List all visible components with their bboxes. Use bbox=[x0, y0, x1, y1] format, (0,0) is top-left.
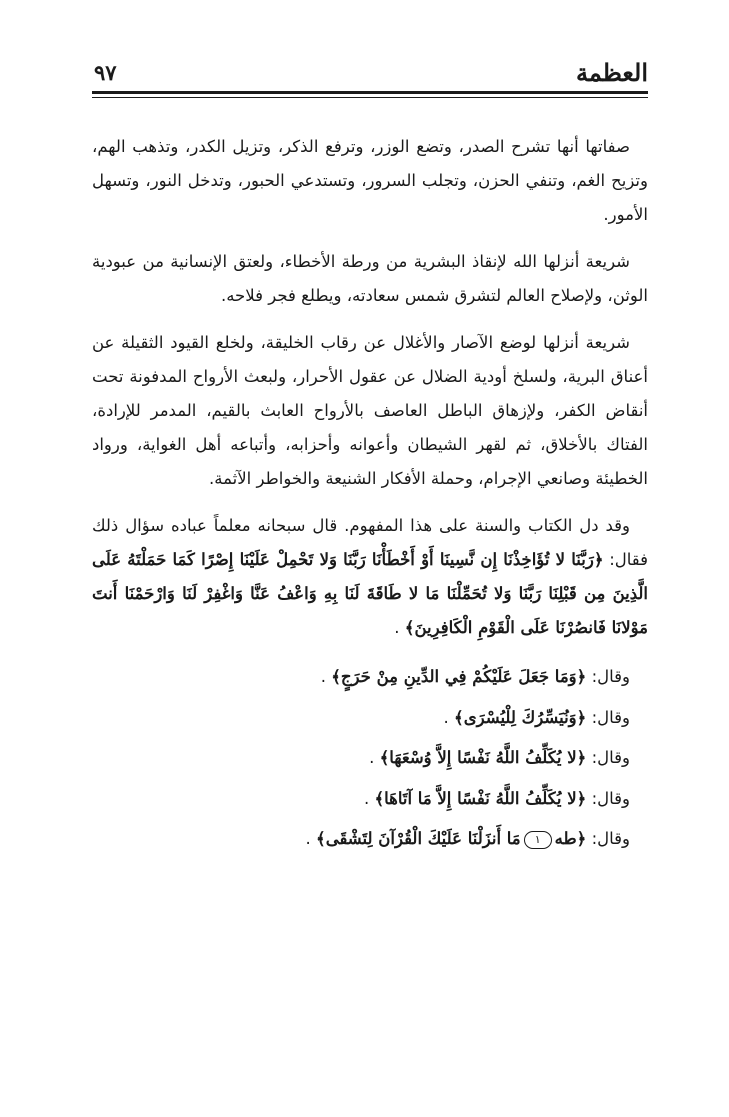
quran-verse: وَمَا جَعَلَ عَلَيْكُمْ فِي الدِّينِ مِنْ حَرَجٍ bbox=[340, 667, 577, 686]
page-number: ٩٧ bbox=[94, 60, 117, 85]
verse-close-bracket: ﴾ bbox=[316, 829, 326, 848]
quran-verse: مَا أَنزَلْنَا عَلَيْكَ الْقُرْآنَ لِتَشْقَى bbox=[325, 829, 521, 848]
quote-lead: وقال: bbox=[591, 748, 630, 767]
verse-end: . bbox=[305, 829, 311, 848]
verse-close-bracket: ﴾ bbox=[374, 788, 385, 808]
verse-close-bracket: ﴾ bbox=[404, 618, 415, 637]
verse-open-bracket: ﴿ bbox=[576, 707, 587, 727]
header-rule-thin bbox=[92, 97, 648, 98]
verse-open-bracket: ﴿ bbox=[576, 788, 587, 808]
quote-line bbox=[92, 698, 648, 739]
quote-lead: وقال: bbox=[591, 788, 630, 808]
header-rule-thick bbox=[92, 91, 648, 94]
verse-close-bracket: ﴾ bbox=[454, 707, 464, 727]
verse-open-bracket: ﴿ bbox=[576, 748, 587, 767]
quote-line bbox=[92, 738, 648, 779]
quote-line bbox=[92, 819, 648, 860]
quote-paragraph bbox=[92, 509, 648, 645]
paragraph: شريعة أنزلها الله لإنقاذ البشرية من ورطة الأخطاء، ولعتق الإنسانية من عبودية الوثن، ولإصلاح العالم لتشرق شمس سعادته، ويطلع فجر فلاحه. bbox=[92, 252, 648, 305]
verse-number-marker: ١ bbox=[524, 831, 552, 849]
running-title: العظمة bbox=[576, 58, 648, 87]
verse-close-bracket: ﴾ bbox=[379, 748, 390, 767]
verse-end: . bbox=[443, 707, 449, 727]
verse-close-bracket: ﴾ bbox=[331, 667, 341, 686]
page-body bbox=[92, 130, 648, 860]
quote-intro: وقد دل الكتاب والسنة على هذا المفهوم. قال سبحانه معلماً عباده سؤال ذلك فقال: bbox=[92, 516, 648, 569]
verse-end: . bbox=[320, 667, 326, 686]
quran-verse: لا يُكَلِّفُ اللَّهُ نَفْسًا إِلاَّ مَا آتَاهَا bbox=[384, 788, 577, 808]
verse-end: . bbox=[363, 788, 370, 808]
quran-verse: لا يُكَلِّفُ اللَّهُ نَفْسًا إِلاَّ وُسْعَهَا bbox=[389, 748, 577, 767]
quran-verse: طه bbox=[554, 829, 577, 848]
quote-lead: وقال: bbox=[591, 707, 630, 727]
quran-verse: رَبَّنَا لا تُؤَاخِذْنَا إِن نَّسِينَا أَوْ أَخْطَأْنَا رَبَّنَا وَلا تَحْمِلْ عَلَيْنَا إِصْرًا كَمَا حَمَلْتَهُ عَلَى الَّذِينَ مِن قَبْلِنَا رَبَّنَا وَلا تُحَمِّلْنَا مَا لا طَاقَةَ لَنَا بِهِ وَاعْفُ عَنَّا وَاغْفِرْ لَنَا وَارْحَمْنَا أَنتَ مَوْلانَا فَانصُرْنَا عَلَى الْقَوْمِ الْكَافِرِينَ bbox=[92, 550, 648, 637]
verse-open-bracket: ﴿ bbox=[593, 550, 604, 569]
quote-line bbox=[92, 779, 648, 820]
verse-open-bracket: ﴿ bbox=[576, 829, 587, 848]
quote-lead: وقال: bbox=[591, 667, 630, 686]
paragraph: شريعة أنزلها لوضع الآصار والأغلال عن رقاب الخليقة، ولخلع القيود الثقيلة عن أعناق البرية، ولسلخ أودية الضلال عن عقول الأحرار، ولبعث الأرواح المدفونة تحت أنقاض الكفر، ولإزهاق الباطل العاصف بالأرواح العابث بالقيم، المدمر للإرادة، الفتاك بالأخلاق، ثم لقهر الشيطان وأعوانه وأحزابه، وأتباعه أهل الغواية، ورواد الخطيئة وصانعي الإجرام، وحملة الأفكار الشنيعة والخواطر الآثمة. bbox=[92, 333, 648, 488]
verse-open-bracket: ﴿ bbox=[576, 667, 587, 686]
quote-line bbox=[92, 657, 648, 698]
book-page bbox=[92, 56, 648, 848]
verse-end: . bbox=[369, 748, 375, 767]
verse-end: . bbox=[394, 618, 400, 637]
quote-lead: وقال: bbox=[591, 829, 630, 848]
paragraph: صفاتها أنها تشرح الصدر، وتضع الوزر، وترفع الذكر، وتزيل الكدر، وتذهب الهم، وتزيح الغم، وتنفي الحزن، وتجلب السرور، وتستدعي الحبور، وتدخل النور، وتسهل الأمور. bbox=[92, 137, 648, 224]
quran-verse: وَنُيَسِّرُكَ لِلْيُسْرَى bbox=[463, 707, 577, 727]
page-header bbox=[92, 56, 648, 92]
